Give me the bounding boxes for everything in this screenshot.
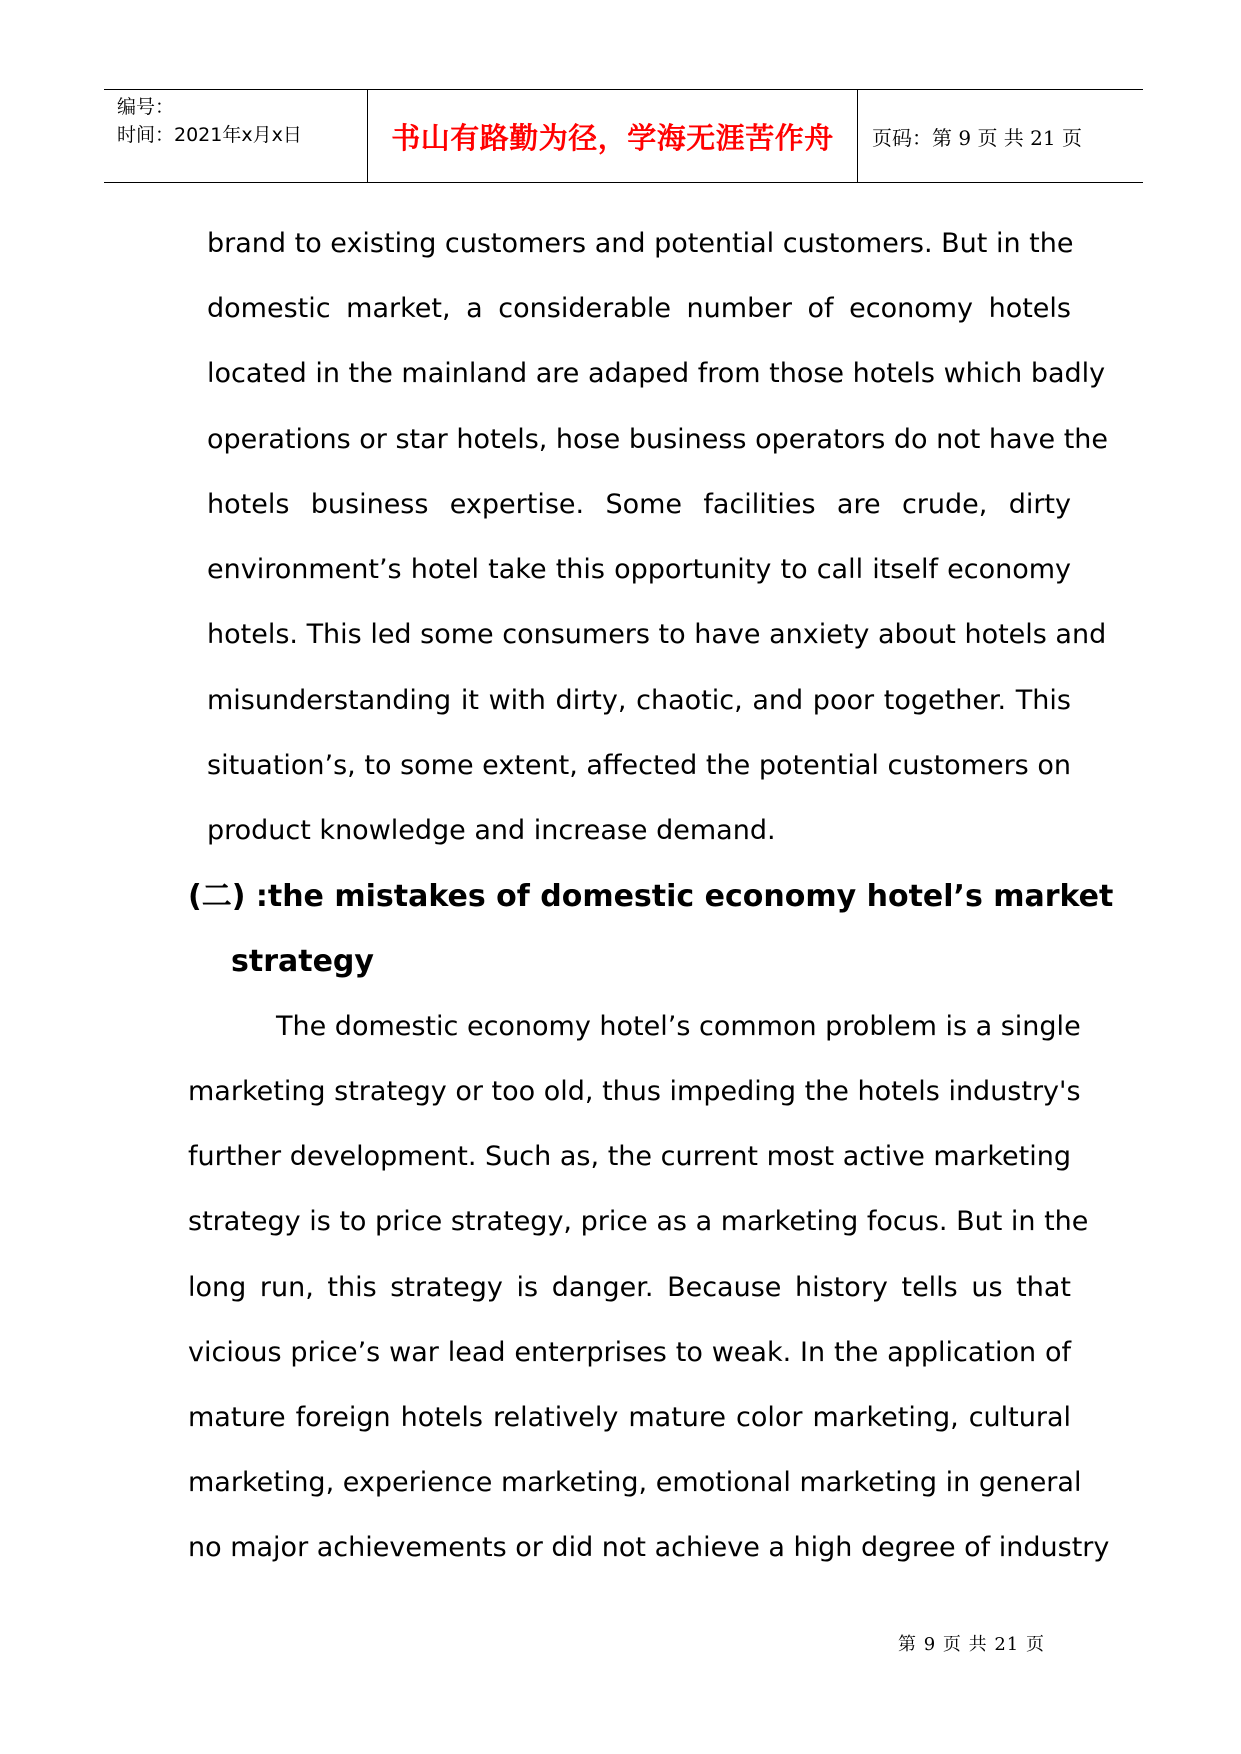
paragraph-line: marketing strategy or too old, thus impeding the hotels industry's: [188, 1076, 1081, 1107]
document-time-label: 时间：2021年x月x日: [117, 124, 302, 146]
paragraph-line: The domestic economy hotel’s common problem is a single: [276, 1011, 1081, 1042]
paragraph-line: further development. Such as, the current most active marketing: [188, 1141, 1071, 1172]
header-page-code: 页码：第 9 页 共 21 页: [872, 125, 1082, 150]
paragraph-line: brand to existing customers and potential customers. But in the: [207, 228, 1074, 259]
paragraph-line: no major achievements or did not achieve a high degree of industry: [188, 1532, 1110, 1563]
document-number-label: 编号：: [117, 96, 175, 118]
paragraph-line: marketing, experience marketing, emotional marketing in general: [188, 1467, 1082, 1498]
paragraph-line: mature foreign hotels relatively mature color marketing, cultural: [188, 1402, 1071, 1433]
paragraph-line: located in the mainland are adaped from those hotels which badly: [207, 358, 1106, 389]
header-motto-cell: [368, 90, 858, 182]
paragraph-line: strategy is to price strategy, price as a marketing focus. But in the: [188, 1206, 1089, 1237]
header-motto: 书山有路勤为径，学海无涯苦作舟: [391, 120, 834, 155]
header-meta-cell: [104, 90, 368, 182]
page-header: [104, 89, 1143, 183]
page-footer: 第 9 页 共 21 页: [898, 1634, 1045, 1655]
paragraph-line: operations or star hotels, hose business operators do not have the: [207, 424, 1109, 455]
paragraph-line: domestic market, a considerable number of economy hotels: [207, 293, 1071, 324]
paragraph-line: hotels. This led some consumers to have anxiety about hotels and: [207, 619, 1107, 650]
paragraph-line: vicious price’s war lead enterprises to weak. In the application of: [188, 1337, 1071, 1368]
header-page-cell: [858, 90, 1143, 182]
paragraph-line: product knowledge and increase demand.: [207, 815, 776, 846]
paragraph-line: long run, this strategy is danger. Because history tells us that: [188, 1272, 1071, 1303]
paragraph-line: situation’s, to some extent, affected the potential customers on: [207, 750, 1071, 781]
paragraph-line: misunderstanding it with dirty, chaotic, and poor together. This: [207, 685, 1071, 716]
section-heading-continuation: strategy: [231, 944, 374, 979]
paragraph-line: hotels business expertise. Some facilities are crude, dirty: [207, 489, 1071, 520]
section-heading: (二) :the mistakes of domestic economy hotel’s market: [188, 879, 1114, 914]
paragraph-line: environment’s hotel take this opportunity to call itself economy: [207, 554, 1071, 585]
